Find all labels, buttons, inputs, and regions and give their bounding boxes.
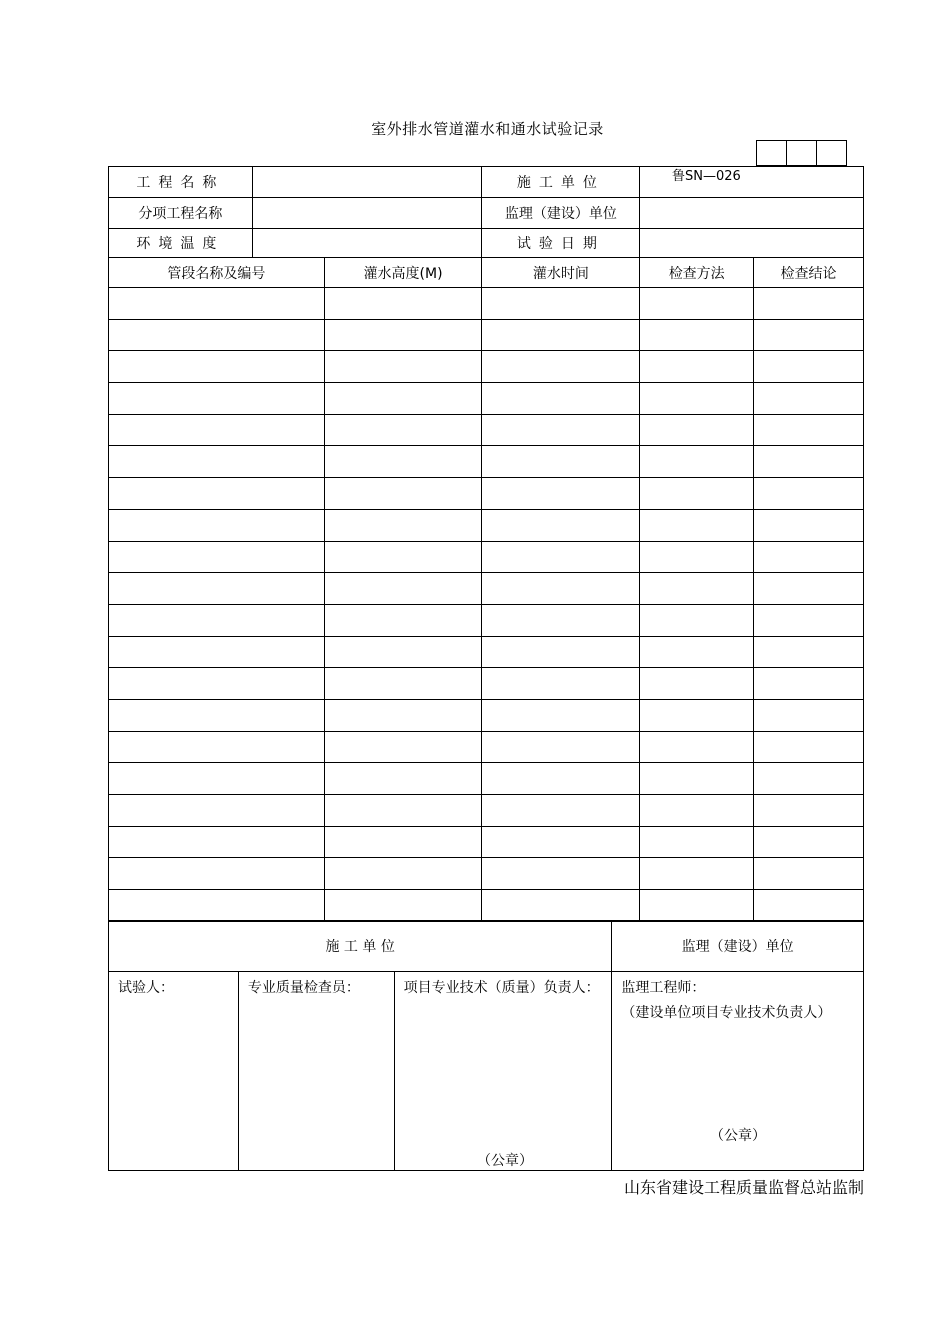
result-cell[interactable] — [754, 731, 864, 763]
time-cell[interactable] — [482, 573, 640, 605]
height-cell[interactable] — [324, 541, 482, 573]
height-cell[interactable] — [324, 414, 482, 446]
table-row — [109, 731, 864, 763]
segment-cell[interactable] — [109, 351, 325, 383]
table-row — [109, 383, 864, 415]
time-cell[interactable] — [482, 319, 640, 351]
test-date-label: 试验日期 — [482, 229, 640, 258]
table-row — [109, 763, 864, 795]
col-header-result: 检查结论 — [754, 258, 864, 288]
segment-cell[interactable] — [109, 890, 325, 922]
height-cell[interactable] — [324, 319, 482, 351]
segment-cell[interactable] — [109, 541, 325, 573]
segment-cell[interactable] — [109, 826, 325, 858]
result-cell[interactable] — [754, 446, 864, 478]
result-cell[interactable] — [754, 383, 864, 415]
method-cell[interactable] — [640, 446, 754, 478]
method-cell[interactable] — [640, 509, 754, 541]
test-record-table — [108, 166, 864, 922]
table-row — [109, 858, 864, 890]
segment-cell[interactable] — [109, 699, 325, 731]
segment-cell[interactable] — [109, 478, 325, 510]
segment-cell[interactable] — [109, 414, 325, 446]
time-cell[interactable] — [482, 509, 640, 541]
segment-cell[interactable] — [109, 636, 325, 668]
table-row — [109, 795, 864, 827]
owner-tech-lead-label: （建设单位项目专业技术负责人） — [621, 1005, 832, 1021]
height-cell[interactable] — [324, 668, 482, 700]
test-date-field[interactable] — [640, 229, 864, 258]
env-temp-field[interactable] — [252, 229, 482, 258]
serial-box[interactable] — [756, 140, 786, 166]
method-cell[interactable] — [640, 573, 754, 605]
result-cell[interactable] — [754, 478, 864, 510]
time-cell[interactable] — [482, 288, 640, 320]
method-cell[interactable] — [640, 414, 754, 446]
table-row — [109, 636, 864, 668]
construction-unit-label: 施工单位 — [482, 167, 640, 198]
result-cell[interactable] — [754, 890, 864, 922]
result-cell[interactable] — [754, 573, 864, 605]
height-cell[interactable] — [324, 288, 482, 320]
height-cell[interactable] — [324, 604, 482, 636]
col-header-method: 检查方法 — [640, 258, 754, 288]
result-cell[interactable] — [754, 668, 864, 700]
method-cell[interactable] — [640, 636, 754, 668]
result-cell[interactable] — [754, 858, 864, 890]
segment-cell[interactable] — [109, 731, 325, 763]
method-cell[interactable] — [640, 541, 754, 573]
serial-box[interactable] — [816, 140, 847, 166]
table-row — [109, 509, 864, 541]
supervision-unit-label: 监理（建设）单位 — [482, 198, 640, 229]
table-row — [109, 890, 864, 922]
table-row — [109, 668, 864, 700]
result-cell[interactable] — [754, 699, 864, 731]
sub-project-field[interactable] — [252, 198, 482, 229]
height-cell[interactable] — [324, 858, 482, 890]
table-row — [109, 478, 864, 510]
time-cell[interactable] — [482, 731, 640, 763]
time-cell[interactable] — [482, 478, 640, 510]
height-cell[interactable] — [324, 795, 482, 827]
method-cell[interactable] — [640, 858, 754, 890]
method-cell[interactable] — [640, 826, 754, 858]
table-row — [109, 573, 864, 605]
segment-cell[interactable] — [109, 509, 325, 541]
result-cell[interactable] — [754, 826, 864, 858]
quality-inspector-label: 专业质量检查员： — [247, 980, 360, 996]
result-cell[interactable] — [754, 414, 864, 446]
result-cell[interactable] — [754, 319, 864, 351]
segment-cell[interactable] — [109, 288, 325, 320]
construction-unit-field[interactable] — [640, 167, 864, 198]
project-name-field[interactable] — [252, 167, 482, 198]
time-cell[interactable] — [482, 890, 640, 922]
result-cell[interactable] — [754, 795, 864, 827]
form-title: 室外排水管道灌水和通水试验记录 — [371, 120, 604, 138]
col-header-time: 灌水时间 — [482, 258, 640, 288]
table-row — [109, 351, 864, 383]
segment-cell[interactable] — [109, 668, 325, 700]
segment-cell[interactable] — [109, 573, 325, 605]
supervision-unit-field[interactable] — [640, 198, 864, 229]
supervising-engineer-label: 监理工程师： — [621, 980, 706, 996]
method-cell[interactable] — [640, 699, 754, 731]
table-row — [109, 319, 864, 351]
height-cell[interactable] — [324, 573, 482, 605]
time-cell[interactable] — [482, 383, 640, 415]
method-cell[interactable] — [640, 668, 754, 700]
table-row — [109, 288, 864, 320]
tester-cell[interactable] — [109, 972, 239, 1171]
result-cell[interactable] — [754, 541, 864, 573]
height-cell[interactable] — [324, 383, 482, 415]
result-cell[interactable] — [754, 763, 864, 795]
result-cell[interactable] — [754, 351, 864, 383]
method-cell[interactable] — [640, 319, 754, 351]
table-row — [109, 826, 864, 858]
issuer-footer: 山东省建设工程质量监督总站监制 — [623, 1178, 864, 1197]
col-header-segment: 管段名称及编号 — [109, 258, 325, 288]
segment-cell[interactable] — [109, 858, 325, 890]
result-cell[interactable] — [754, 288, 864, 320]
height-cell[interactable] — [324, 636, 482, 668]
quality-inspector-cell[interactable] — [238, 972, 394, 1171]
time-cell[interactable] — [482, 699, 640, 731]
table-row — [109, 541, 864, 573]
time-cell[interactable] — [482, 763, 640, 795]
method-cell[interactable] — [640, 383, 754, 415]
time-cell[interactable] — [482, 414, 640, 446]
method-cell[interactable] — [640, 478, 754, 510]
segment-cell[interactable] — [109, 795, 325, 827]
segment-cell[interactable] — [109, 604, 325, 636]
sub-project-label: 分项工程名称 — [109, 198, 253, 229]
time-cell[interactable] — [482, 446, 640, 478]
height-cell[interactable] — [324, 699, 482, 731]
time-cell[interactable] — [482, 636, 640, 668]
time-cell[interactable] — [482, 826, 640, 858]
result-cell[interactable] — [754, 509, 864, 541]
tech-lead-label: 项目专业技术（质量）负责人： — [403, 980, 600, 996]
method-cell[interactable] — [640, 890, 754, 922]
method-cell[interactable] — [640, 604, 754, 636]
time-cell[interactable] — [482, 795, 640, 827]
height-cell[interactable] — [324, 890, 482, 922]
serial-number-boxes — [756, 140, 847, 166]
method-cell[interactable] — [640, 351, 754, 383]
height-cell[interactable] — [324, 509, 482, 541]
serial-box[interactable] — [786, 140, 816, 166]
time-cell[interactable] — [482, 541, 640, 573]
supervision-unit-header: 监理（建设）单位 — [612, 921, 864, 972]
time-cell[interactable] — [482, 604, 640, 636]
construction-unit-header: 施 工 单 位 — [109, 921, 612, 972]
height-cell[interactable] — [324, 826, 482, 858]
method-cell[interactable] — [640, 288, 754, 320]
height-cell[interactable] — [324, 351, 482, 383]
table-row — [109, 604, 864, 636]
table-row — [109, 446, 864, 478]
result-cell[interactable] — [754, 636, 864, 668]
segment-cell[interactable] — [109, 383, 325, 415]
result-cell[interactable] — [754, 604, 864, 636]
segment-cell[interactable] — [109, 763, 325, 795]
seal-construction: （公章） — [477, 1153, 533, 1169]
height-cell[interactable] — [324, 731, 482, 763]
time-cell[interactable] — [482, 858, 640, 890]
method-cell[interactable] — [640, 731, 754, 763]
time-cell[interactable] — [482, 668, 640, 700]
segment-cell[interactable] — [109, 446, 325, 478]
segment-cell[interactable] — [109, 319, 325, 351]
time-cell[interactable] — [482, 351, 640, 383]
project-name-label: 工程名称 — [109, 167, 253, 198]
seal-supervision: （公章） — [710, 1128, 766, 1144]
height-cell[interactable] — [324, 763, 482, 795]
table-row — [109, 414, 864, 446]
env-temp-label: 环境温度 — [109, 229, 253, 258]
table-row — [109, 699, 864, 731]
col-header-height: 灌水高度(M) — [324, 258, 482, 288]
data-rows — [109, 288, 864, 922]
height-cell[interactable] — [324, 446, 482, 478]
form-code: 鲁SN—026 — [672, 169, 741, 184]
method-cell[interactable] — [640, 795, 754, 827]
height-cell[interactable] — [324, 478, 482, 510]
method-cell[interactable] — [640, 763, 754, 795]
tester-label: 试验人： — [118, 980, 174, 996]
tech-lead-cell[interactable] — [394, 972, 612, 1171]
